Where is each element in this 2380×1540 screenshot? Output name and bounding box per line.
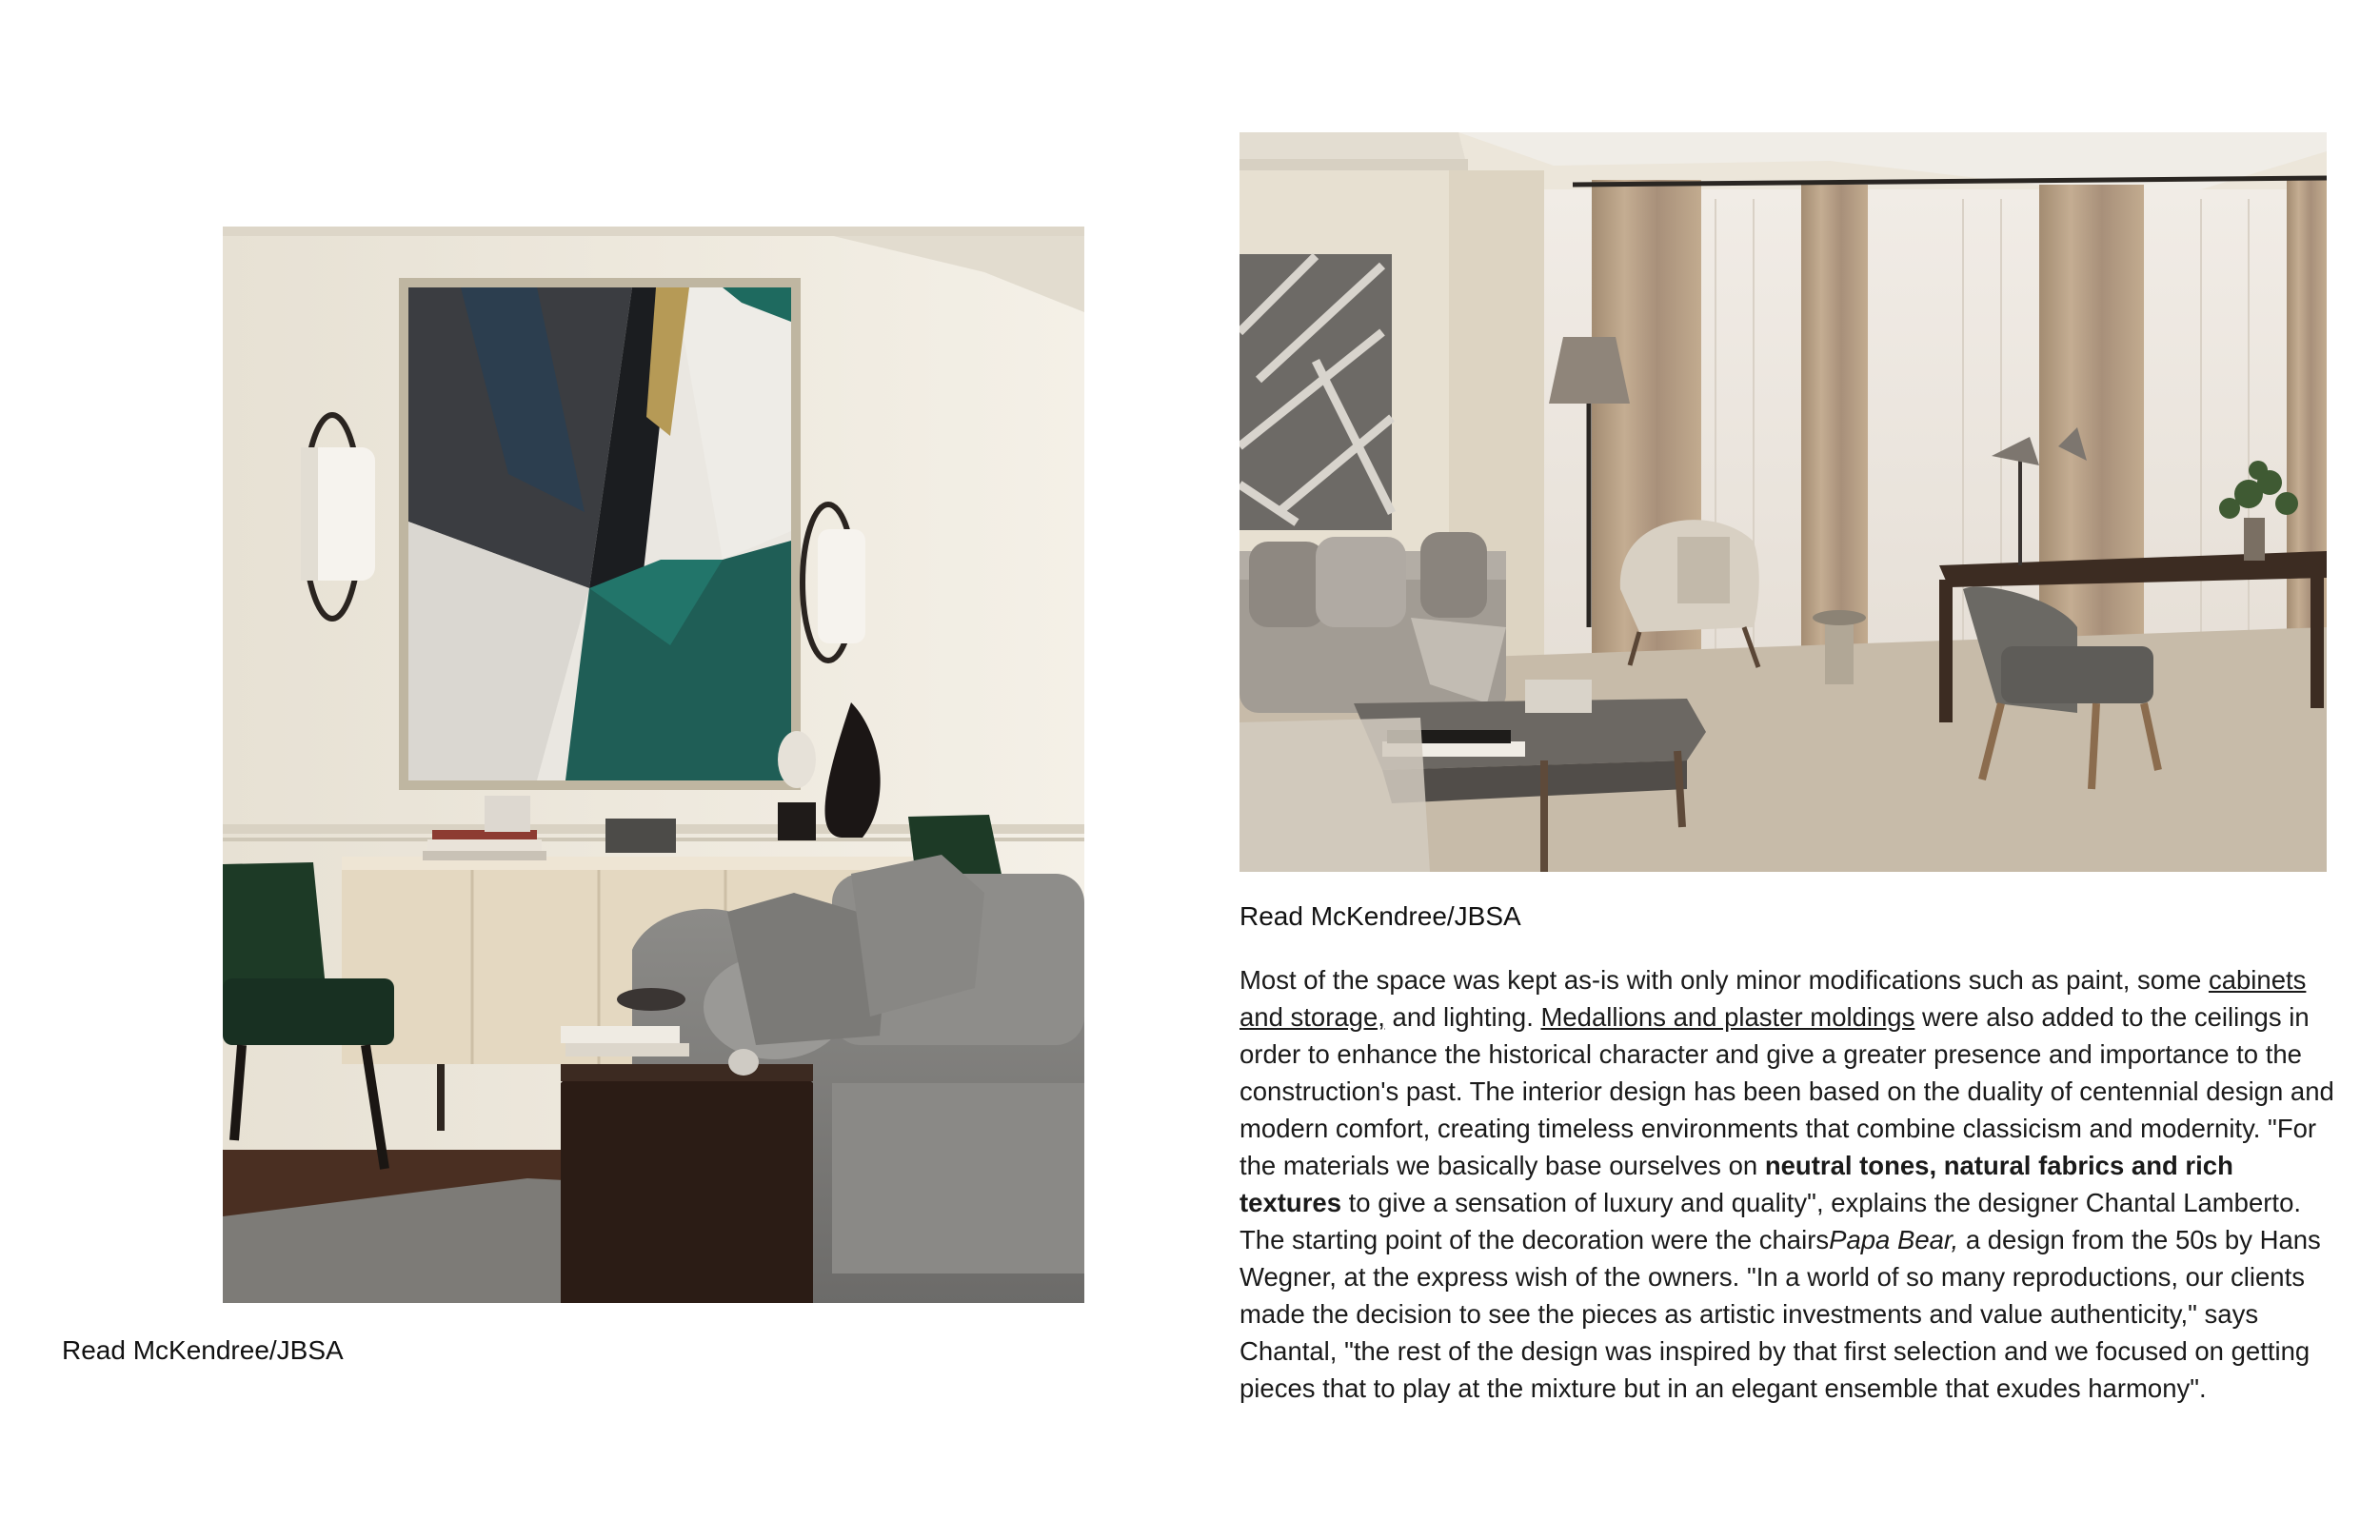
article-text: and lighting. <box>1384 1002 1541 1032</box>
italic-emphasis: Papa Bear, <box>1829 1225 1959 1254</box>
link-cabinets-and-storage[interactable]: cabinets and storage, <box>1240 965 2307 1032</box>
photo-living-room-windows <box>1240 132 2327 872</box>
article-body <box>1240 961 2334 1407</box>
article-text: were also added to the ceilings in order to enhance the historical character and give a greater presence and importance to the construction's past. The interior design has been based on the duality of centennial design and modern comfort, creating timeless environments that combine classicism and modernity. "For the materials we basically base ourselves on <box>1240 1002 2334 1180</box>
link-medallions-and-plaster-moldings[interactable]: Medallions and plaster moldings <box>1540 1002 1915 1032</box>
article-text: Most of the space was kept as-is with only minor modifications such as paint, some <box>1240 965 2209 995</box>
article-paragraph <box>1240 961 2334 1407</box>
article-text: to give a sensation of luxury and quality", explains the designer Chantal Lamberto. The starting point of the decoration were the chairs <box>1240 1188 2302 1254</box>
bold-emphasis: neutral tones, natural fabrics and rich textures <box>1240 1151 2233 1217</box>
article-text: a design from the 50s by Hans Wegner, at the express wish of the owners. "In a world of so many reproductions, our clients made the decision to see the pieces as artistic investments and value authenticity," says Chantal, "the rest of the design was inspired by that first selection and we focused on getting pieces that to play at the mixture but in an elegant ensemble that exudes harmony". <box>1240 1225 2321 1403</box>
photo-credit-caption: Read McKendree/JBSA <box>1240 901 1521 931</box>
photo-living-room-painting <box>223 227 1084 1303</box>
photo-credit-caption: Read McKendree/JBSA <box>62 1335 344 1365</box>
